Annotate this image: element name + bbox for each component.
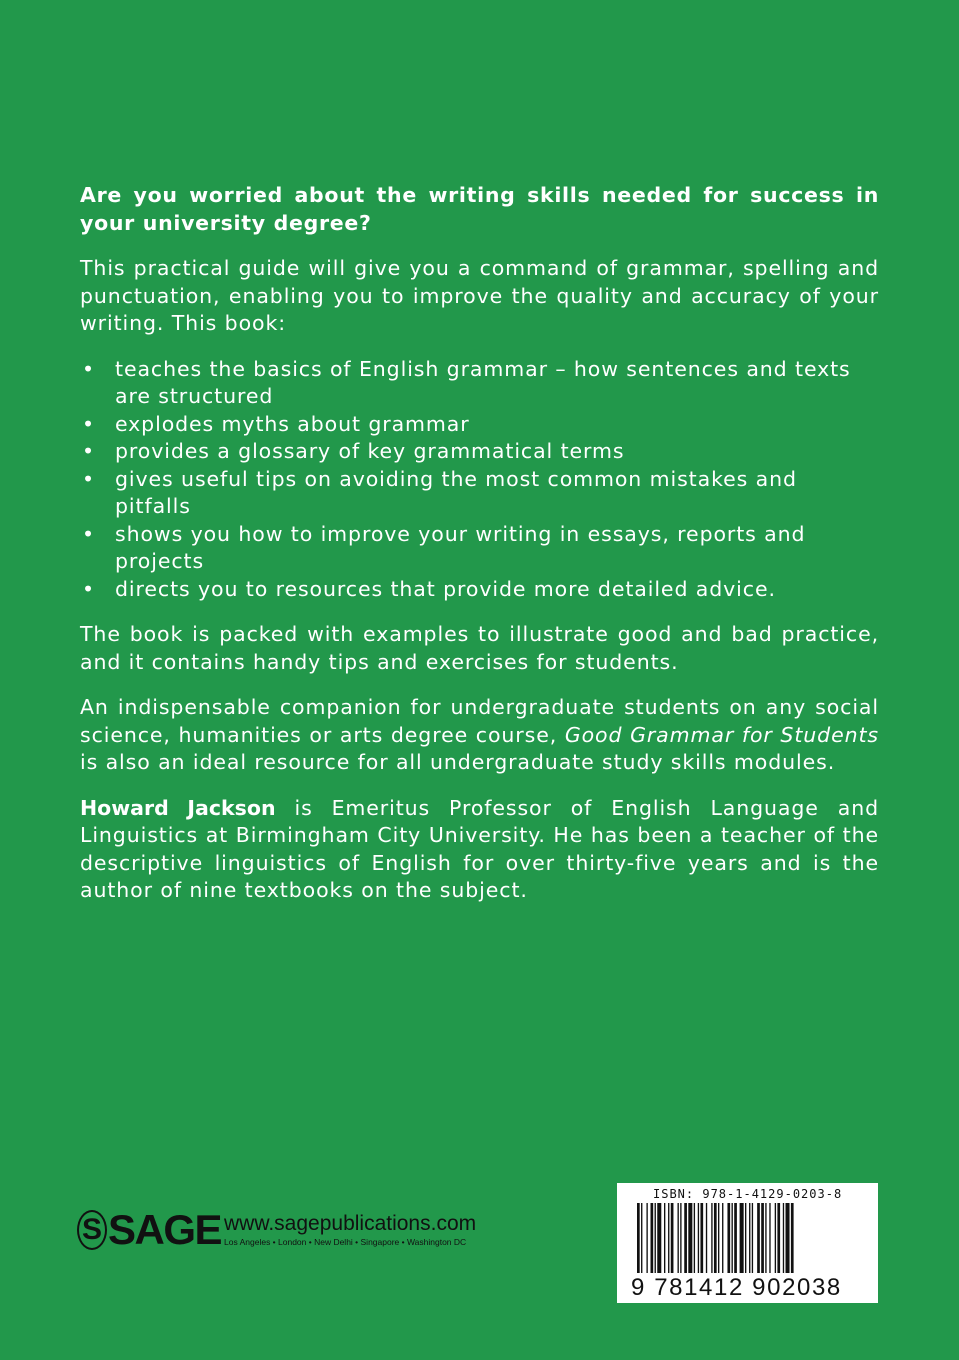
headline: Are you worried about the writing skills needed for success in your university degree? (80, 183, 879, 235)
barcode-bar (700, 1203, 703, 1273)
barcode-bar (727, 1203, 730, 1273)
barcode-bar (718, 1203, 719, 1273)
barcode-bar (752, 1203, 753, 1273)
barcode-bar (775, 1203, 776, 1273)
barcode-bar (714, 1203, 717, 1273)
barcode-bar (711, 1203, 712, 1273)
sage-emblem-icon: S (77, 1210, 107, 1250)
intro-paragraph: This practical guide will give you a command of grammar, spelling and punctuation, enabling you to improve the quality and accuracy of your writing. This book: (80, 256, 879, 335)
list-item: • teaches the basics of English grammar – how sentences and texts are structured (82, 356, 851, 408)
list-item: • explodes myths about grammar (80, 411, 879, 439)
barcode-bar (765, 1203, 766, 1273)
author-bio: is Emeritus Professor of English Language and Linguistics at Birmingham City University. He has been a teacher of the descriptive linguistics of English for over thirty-five years and is the author of nine textbooks on the subject. (80, 795, 879, 902)
barcode-bar (655, 1203, 656, 1273)
barcode-bar (732, 1203, 733, 1273)
barcode-bar (769, 1203, 770, 1273)
barcode-bar (637, 1203, 640, 1273)
publisher-url[interactable]: www.sagepublications.com (224, 1212, 477, 1235)
barcode-bar (668, 1203, 669, 1273)
barcode-bar (740, 1203, 744, 1273)
author-paragraph (80, 795, 879, 905)
barcode-bar (706, 1203, 707, 1273)
barcode-bar (651, 1203, 654, 1273)
bullet-icon: • (82, 411, 95, 436)
barcode-bar (688, 1203, 692, 1273)
barcode-bars (637, 1203, 859, 1281)
sage-logo (77, 1206, 222, 1253)
barcode-bar (734, 1203, 737, 1273)
publisher-block (77, 1206, 507, 1256)
barcode-bar (646, 1203, 647, 1273)
bullet-icon: • (82, 439, 95, 463)
barcode-bar (791, 1203, 794, 1273)
barcode-bar (664, 1203, 665, 1273)
barcode-bar (671, 1203, 674, 1273)
barcode-bar (680, 1203, 681, 1273)
barcode-bar (641, 1203, 642, 1273)
feature-list (80, 356, 879, 604)
barcode-bar (786, 1203, 790, 1273)
barcode-bar (678, 1203, 679, 1273)
barcode-bar (745, 1203, 746, 1273)
bullet-icon: • (82, 521, 95, 546)
list-item: • shows you how to improve your writing in essays, reports and projects (82, 521, 806, 573)
barcode-bar (657, 1203, 661, 1273)
back-cover-text (80, 182, 879, 923)
bullet-icon: • (82, 576, 95, 601)
list-item: • directs you to resources that provide more detailed advice. (80, 576, 879, 604)
book-title: Good Grammar for Students (564, 722, 879, 747)
barcode-bar (749, 1203, 750, 1273)
barcode-bar (761, 1203, 764, 1273)
author-name: Howard Jackson (80, 795, 276, 820)
publisher-cities: Los Angeles • London • New Delhi • Singapore • Washington DC (224, 1237, 467, 1247)
isbn-label: ISBN: 978-1-4129-0203-8 (653, 1187, 843, 1201)
bullet-icon: • (82, 466, 95, 491)
isbn-barcode (617, 1183, 878, 1303)
examples-paragraph: The book is packed with examples to illustrate good and bad practice, and it contains handy tips and exercises for students. (80, 622, 879, 674)
barcode-bar (757, 1203, 760, 1273)
barcode-bar (694, 1203, 695, 1273)
barcode-digits: 9 781412 902038 (631, 1274, 842, 1301)
barcode-bar (698, 1203, 699, 1273)
barcode-bar (684, 1203, 687, 1273)
barcode-bar (777, 1203, 780, 1273)
companion-paragraph: An indispensable companion for undergraduate students on any social science, humanities or arts degree course, Good Grammar for Students is also an ideal resource for all undergraduate study skills modules. (80, 695, 879, 774)
list-item: • gives useful tips on avoiding the most common mistakes and pitfalls (82, 466, 797, 518)
bullet-icon: • (82, 356, 95, 381)
sage-wordmark: SAGE (108, 1206, 222, 1253)
list-item: • provides a glossary of key grammatical terms (80, 438, 879, 466)
barcode-bar (783, 1203, 784, 1273)
barcode-bar (722, 1203, 723, 1273)
